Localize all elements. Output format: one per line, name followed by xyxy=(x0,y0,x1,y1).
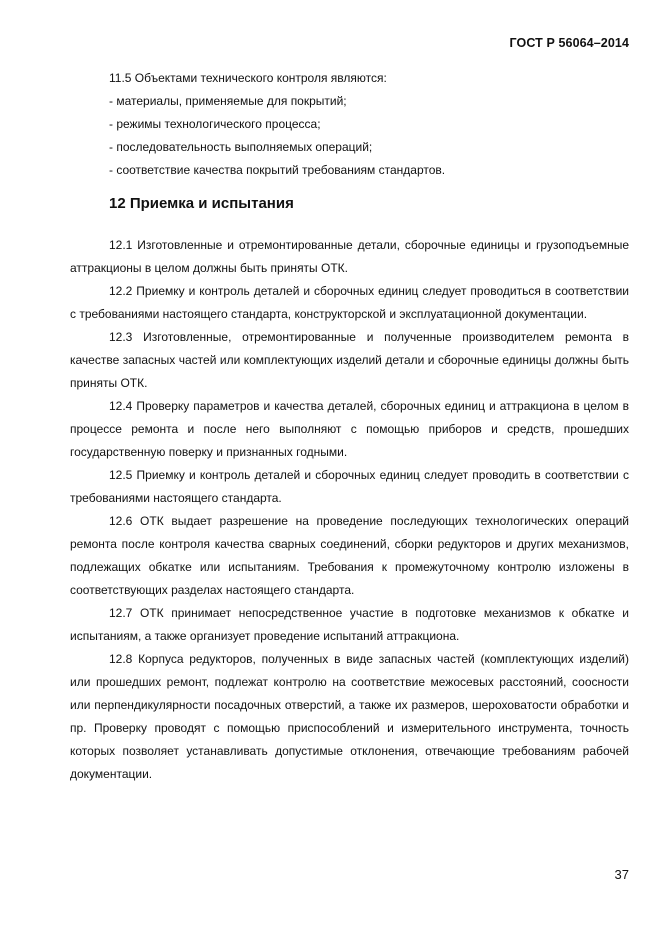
paragraph-12-6: 12.6 ОТК выдает разрешение на проведение последующих технологических операций ремонта после контроля качества сварных соединений, сборки редукторов и других механизмов, подлежащих обкатке или испытаниям. Требования к промежуточному контролю изложены в соответствующих разделах настоящего стандарта. xyxy=(70,514,629,597)
paragraph-12-4: 12.4 Проверку параметров и качества деталей, сборочных единиц и аттракциона в целом в процессе ремонта и после него выполняют с помощью приборов и средств, прошедших государственную поверку и признанных годными. xyxy=(70,399,629,459)
section-body xyxy=(70,234,629,786)
paragraph-12-2: 12.2 Приемку и контроль деталей и сборочных единиц следует проводиться в соответствии с требованиями настоящего стандарта, конструкторской и эксплуатационной документации. xyxy=(70,284,629,321)
page-number: 37 xyxy=(614,867,629,882)
intro-block xyxy=(109,67,609,182)
paragraph-12-7: 12.7 ОТК принимает непосредственное участие в подготовке механизмов к обкатке и испытаниям, а также организует проведение испытаний аттракциона. xyxy=(70,606,629,643)
paragraph-12-5: 12.5 Приемку и контроль деталей и сборочных единиц следует проводить в соответствии с требованиями настоящего стандарта. xyxy=(70,468,629,505)
intro-heading: 11.5 Объектами технического контроля являются: xyxy=(109,71,387,85)
document-code-header: ГОСТ Р 56064–2014 xyxy=(509,36,629,50)
paragraph-12-1: 12.1 Изготовленные и отремонтированные детали, сборочные единицы и грузоподъемные аттракционы в целом должны быть приняты ОТК. xyxy=(70,238,629,275)
intro-list-item: - материалы, применяемые для покрытий; xyxy=(109,94,347,108)
paragraph-12-3: 12.3 Изготовленные, отремонтированные и полученные производителем ремонта в качестве запасных частей или комплектующих изделий детали и сборочные единицы должны быть приняты ОТК. xyxy=(70,330,629,390)
intro-list-item: - режимы технологического процесса; xyxy=(109,117,321,131)
intro-list-item: - соответствие качества покрытий требованиям стандартов. xyxy=(109,163,446,177)
paragraph-12-8: 12.8 Корпуса редукторов, полученных в виде запасных частей (комплектующих изделий) или прошедших ремонт, подлежат контролю на соответствие межосевых расстояний, соосности или перпендикулярности посадочных отверстий, а также их размеров, шероховатости обработки и пр. Проверку проводят с помощью приспособлений и измерительного инструмента, точность которых позволяет устанавливать допустимые отклонения, отвечающие требованиям рабочей документации. xyxy=(70,652,629,781)
intro-list-item: - последовательность выполняемых операций; xyxy=(109,140,373,154)
section-title: 12 Приемка и испытания xyxy=(109,195,294,212)
